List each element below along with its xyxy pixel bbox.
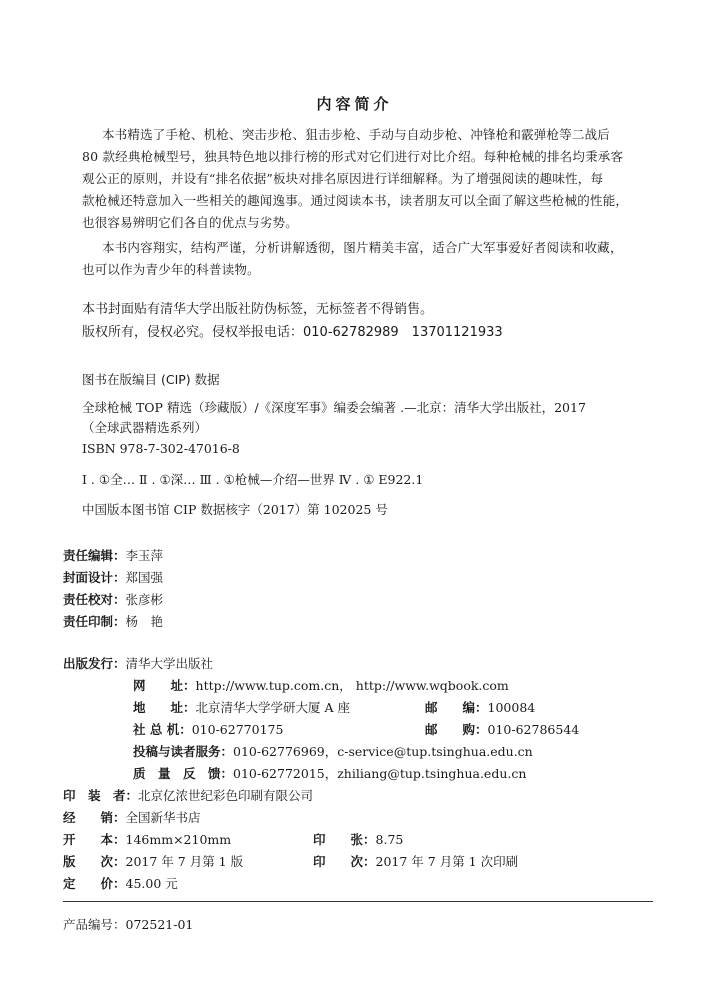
credit-label: 责任校对：: [63, 592, 126, 607]
zipcode-label: 邮 编：: [425, 700, 488, 715]
website-row: [133, 675, 509, 697]
credit-label: 责任编辑：: [63, 548, 126, 563]
price-value: 45.00 元: [125, 876, 178, 891]
intro-line: 80 款经典枪械型号，独具特色地以排行榜的形式对它们进行对比介绍。每种枪械的排名均秉承客: [82, 149, 624, 164]
cip-heading: 图书在版编目 (CIP) 数据: [82, 372, 220, 387]
product-code-label: 产品编号：: [63, 917, 126, 932]
sheets-value: 8.75: [375, 832, 404, 847]
address-value: 北京清华大学学研大厦 A 座: [195, 700, 350, 715]
intro-line: 也很容易辨明它们各自的优点与劣势。: [82, 215, 298, 230]
cip-verify: 中国版本图书馆 CIP 数据核字（2017）第 102025 号: [82, 502, 388, 517]
switchboard-row: [133, 719, 283, 741]
address-row: [133, 697, 350, 719]
price-row: [63, 873, 178, 895]
page-title: 内容简介: [316, 95, 393, 113]
mail-order-value: 010-62786544: [487, 722, 580, 737]
credit-value: 张彦彬: [125, 592, 164, 607]
impression-label: 印 次：: [313, 854, 376, 869]
publisher-name: 清华大学出版社: [125, 656, 214, 671]
credit-row: [63, 545, 163, 567]
edition-value: 2017 年 7 月第 1 版: [125, 854, 244, 869]
credit-label: 责任印制：: [63, 614, 126, 629]
impression-value: 2017 年 7 月第 1 次印刷: [375, 854, 519, 869]
quality-feedback-value: 010-62772015，zhiliang@tup.tsinghua.edu.cn: [233, 766, 527, 781]
credit-row: [63, 589, 163, 611]
mail-order-row: [425, 719, 579, 741]
credit-value: 李玉萍: [125, 548, 164, 563]
publisher-row: [63, 653, 213, 675]
cip-series: （全球武器精选系列）: [82, 420, 208, 435]
edition-row: [63, 851, 243, 873]
format-label: 开 本：: [63, 832, 126, 847]
intro-line: 也可以作为青少年的科普读物。: [82, 262, 260, 277]
credit-value: 郑国强: [125, 570, 164, 585]
publisher-label: 出版发行：: [63, 656, 126, 671]
cip-record: 全球枪械 TOP 精选（珍藏版）/《深度军事》编委会编著 .—北京：清华大学出版社，2017: [82, 400, 586, 415]
price-label: 定 价：: [63, 876, 126, 891]
zipcode-value: 100084: [487, 700, 536, 715]
cip-classification: Ⅰ . ①全… Ⅱ . ①深… Ⅲ . ①枪械—介绍—世界 Ⅳ . ① E922.1: [82, 472, 424, 487]
quality-feedback-label: 质 量 反 馈：: [133, 766, 234, 781]
credit-value: 杨 艳: [125, 614, 164, 629]
website-value: http://www.tup.com.cn， http://www.wqbook.com: [195, 678, 509, 693]
intro-line: 本书精选了手枪、机枪、突击步枪、狙击步枪、手动与自动步枪、冲锋枪和霰弹枪等二战后: [102, 127, 611, 142]
distributor-label: 经 销：: [63, 810, 126, 825]
printer-row: [63, 785, 313, 807]
quality-feedback-row: [133, 763, 526, 785]
zipcode-row: [425, 697, 535, 719]
anti-counterfeit-notice: 本书封面贴有清华大学出版社防伪标签，无标签者不得销售。: [82, 302, 434, 317]
format-row: [63, 829, 231, 851]
credit-row: [63, 611, 163, 633]
printer-label: 印 装 者：: [63, 788, 139, 803]
cip-isbn: ISBN 978-7-302-47016-8: [82, 441, 240, 456]
credit-label: 封面设计：: [63, 570, 126, 585]
divider: [63, 901, 653, 902]
intro-line: 本书内容翔实，结构严谨，分析讲解透彻，图片精美丰富，适合广大军事爱好者阅读和收藏，: [102, 240, 623, 255]
switchboard-label: 社 总 机：: [133, 722, 192, 737]
submission-row: [133, 741, 533, 763]
submission-label: 投稿与读者服务：: [133, 744, 234, 759]
mail-order-label: 邮 购：: [425, 722, 488, 737]
intro-line: 观公正的原则，并设有“排名依据”板块对排名原因进行详细解释。为了增强阅读的趣味性，每: [82, 171, 604, 186]
intro-line: 款枪械还特意加入一些相关的趣闻逸事。通过阅读本书，读者朋友可以全面了解这些枪械的性能，: [82, 193, 629, 208]
credit-row: [63, 567, 163, 589]
product-code-value: 072521-01: [125, 917, 194, 932]
product-code-row: [63, 914, 193, 936]
format-value: 146mm×210mm: [125, 832, 232, 847]
submission-value: 010-62776969，c-service@tup.tsinghua.edu.cn: [233, 744, 533, 759]
switchboard-value: 010-62770175: [191, 722, 284, 737]
website-label: 网 址：: [133, 678, 196, 693]
distributor-row: [63, 807, 201, 829]
printer-value: 北京亿浓世纪彩色印刷有限公司: [138, 788, 314, 803]
address-label: 地 址：: [133, 700, 196, 715]
distributor-value: 全国新华书店: [125, 810, 201, 825]
sheets-row: [313, 829, 403, 851]
edition-label: 版 次：: [63, 854, 126, 869]
sheets-label: 印 张：: [313, 832, 376, 847]
copyright-notice: 版权所有，侵权必究。侵权举报电话：010-62782989 13701121933: [82, 325, 503, 340]
impression-row: [313, 851, 518, 873]
